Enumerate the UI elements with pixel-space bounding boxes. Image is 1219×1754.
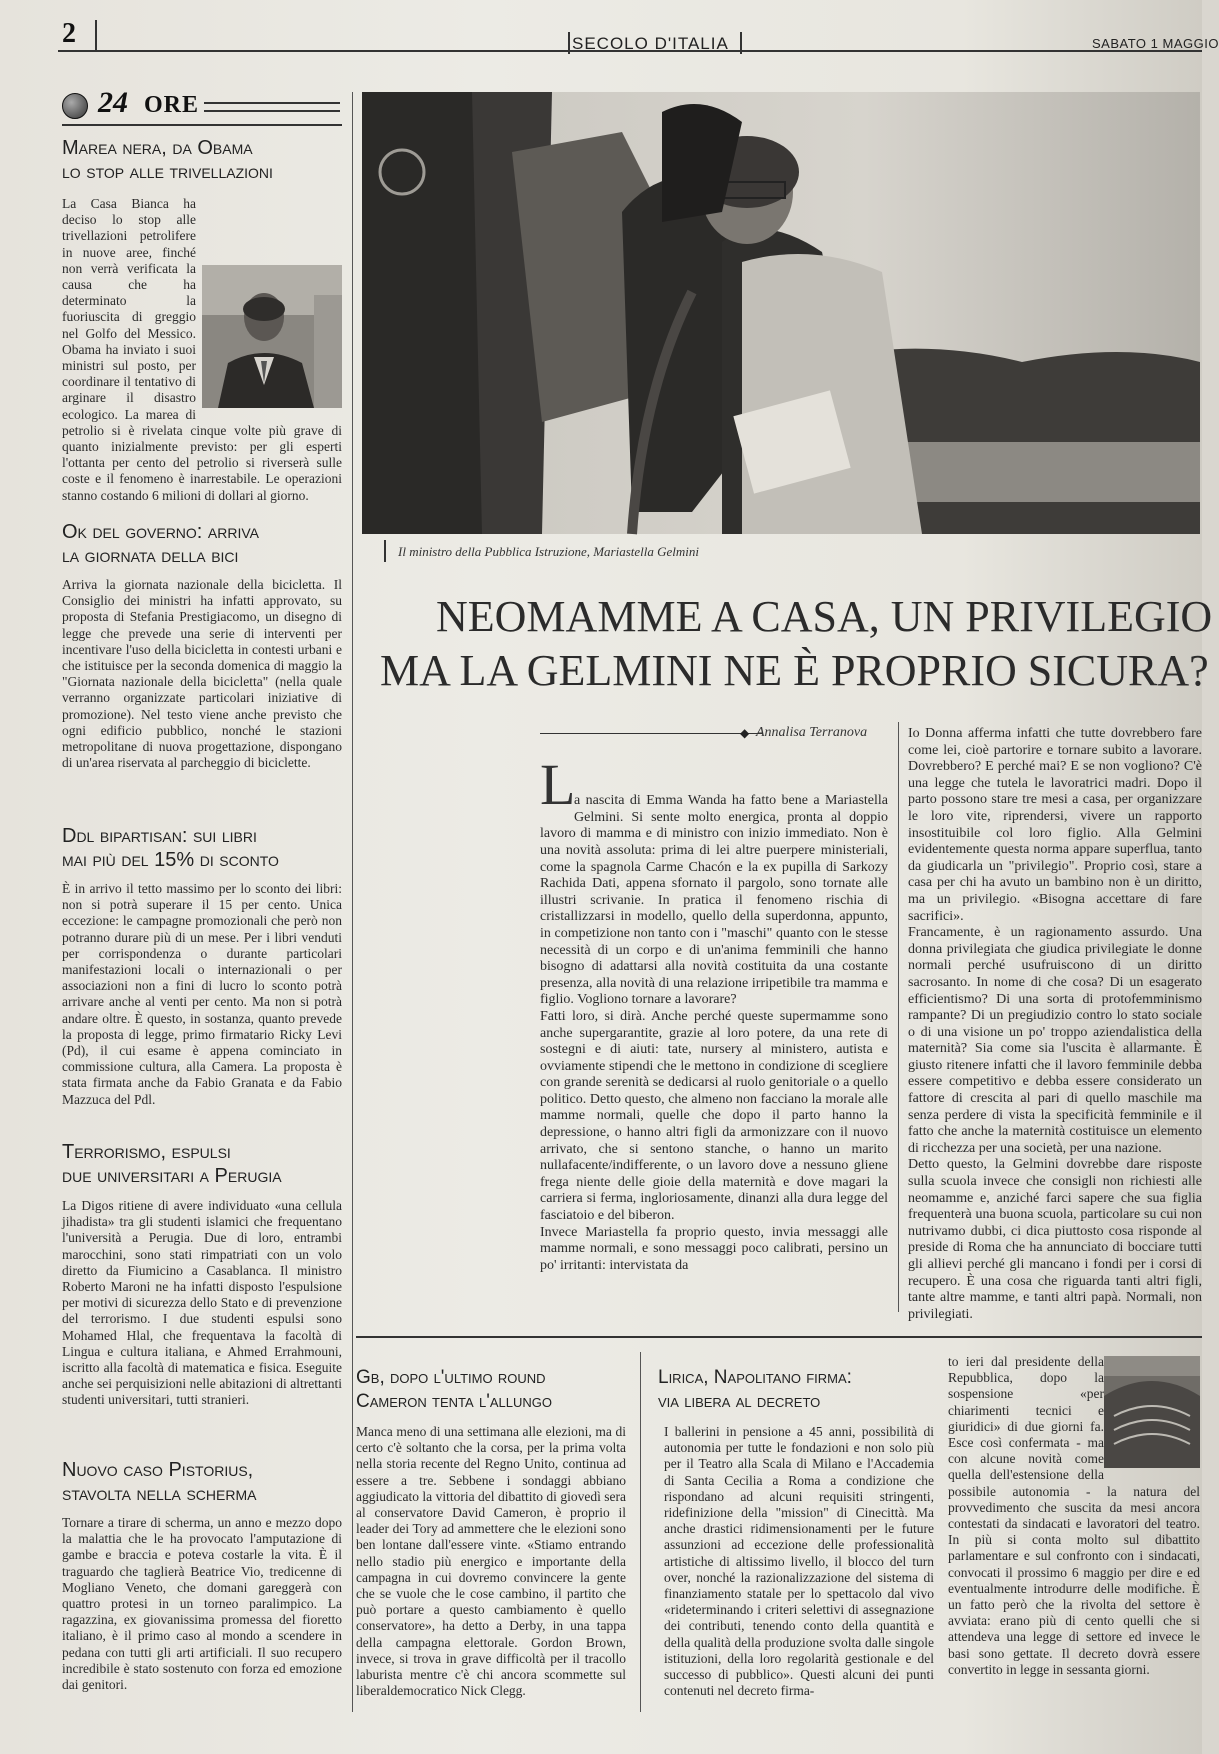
- article-text: to ieri dal presidente della Repubblica, dopo la sospensione «per chiarimenti tecnici e giuridici» di due giorni fa. Esce così confermata - ma con alcune novità come quella dell'estensione della possibile autonomia - la natura del provvedimento che suscita da mesi ancora contestati da sindacati e lavoratori del teatro. In più si conta molto sul dibattito parlamentare e sul confronto con i sindacati, convocati il prossimo 6 maggio per dire e ed eventualmente introdurre delle modifiche. È un fatto però che la rivolta del settore è avviata: erano più di cento quelli che si attendeva una legge di settore ed invece le basi sono gettate. Il decreto dovrà essere convertito in legge in sessanta giorni.: [948, 1354, 1200, 1677]
- article-title-line: Lirica, Napolitano firma:: [658, 1367, 852, 1388]
- article-body: La Digos ritiene di avere individuato «una cellula jihadista» tra gli studenti islamici che frequentano l'università a Perugia. Due di loro, entrambi marocchini, sono stati rimpatriati con un volo diretto da Fiumicino a Casablanca. Il ministro Roberto Maroni ne ha infatti disposto l'espulsione per motivi di sicurezza dello Stato e di prevenzione del terrorismo. I due studenti espulsi sono Mohamed Hlal, che frequentava la facoltà di Lingua e cultura italiana, e Ahmed Errahmouni, iscritto alla facoltà di matematica e fisica. Eseguite anche sei perquisizioni nelle abitazioni di altrettanti studenti universitari, tutti stranieri.: [62, 1198, 342, 1408]
- article-body: Tornare a tirare di scherma, un anno e mezzo dopo la malattia che le ha provocato l'amputazione di gambe e braccia e poteva costarle la vita. È il traguardo che taglierà Beatrice Vio, tredicenne di Mogliano Veneto, che domani gareggerà con quattro protesi in un torneo paralimpico. La ragazzina, ex giovanissima promessa del fioretto italiano, è il primo caso al mondo a scendere in pedana con tutti gli arti artificiali. Il suo recupero incredibile è stato sostenuto con forza ed emozione dai genitori.: [62, 1515, 342, 1693]
- byline-rule: [540, 733, 762, 734]
- headline-line-1: NEOMAMME A CASA, UN PRIVILEGIO: [436, 592, 1213, 641]
- article-title: [62, 824, 347, 872]
- article-title-line: Ok del governo: arriva: [62, 521, 260, 543]
- theater-photo: [1104, 1356, 1200, 1468]
- article-title-line: Marea nera, da Obama: [62, 137, 253, 159]
- masthead: SECOLO D'ITALIA: [572, 34, 729, 53]
- article-body: I ballerini in pensione a 45 anni, possibilità di autonomia per tutte le fondazioni e non solo più per il Teatro alla Scala di Milano e l'Accademia di Santa Cecilia a Roma a condizione che rispondano ad alcuni requisiti stringenti, ridefinizione della "mission" di Cinecittà. Ma anche drastici ridimensionamenti per le future assunzioni ad eccezione delle professionalità artistiche di altissimo livello, il blocco del turn over, nonché la razionalizzazione del sistema di finanziamento statale per lo spettacolo dal vivo «rideterminando i criteri selettivi di assegnazione dei contributi, tenendo conto della quantità e della qualità della produzione svolta dalle singole istituzioni, della loro regolarità gestionale e del successo di pubblico». Questi alcuni dei punti contenuti nel decreto firma-: [664, 1424, 934, 1699]
- article-title-line: lo stop alle trivellazioni: [62, 161, 273, 183]
- article-body: [62, 196, 342, 503]
- article-title: [658, 1366, 938, 1414]
- section-logo-number: 24: [98, 86, 128, 119]
- article-title-line: via libera al decreto: [658, 1391, 821, 1412]
- article-title: [356, 1366, 626, 1414]
- article-title: [62, 1458, 347, 1506]
- article-title-line: Gb, dopo l'ultimo round: [356, 1367, 546, 1388]
- article-body: Manca meno di una settimana alle elezioni, ma di certo c'è soltanto che la corsa, per la prima volta nella storia recente del Regno Unito, continua ad essere a tre. Sebbene i sondaggi abbiano aggiudicato la vittoria del dibattito di giovedì sera al conservatore David Cameron, è proprio il leader dei Tory ad ammettere che le elezioni sono ben lontane dall'essere vinte. «Stiamo entrando nello stadio più energico e importante della campagna in cui dovremo convincere la gente che se vuole che le cose cambino, il partito che può portare a questo cambiamento è quello conservatore», ha detto a Derby, in una tappa della campagna elettorale. Gordon Brown, invece, si trova in grave difficoltà per il tracollo laburista mentre c'è chi ancora scommette sul liberaldemocratico Nick Clegg.: [356, 1424, 626, 1699]
- article-title-line: stavolta nella scherma: [62, 1483, 257, 1505]
- logo-rule: [204, 110, 340, 112]
- globe-icon: [62, 93, 88, 119]
- column-divider: [640, 1352, 641, 1712]
- headline-line-2: MA LA GELMINI NE È PROPRIO SICURA?: [380, 646, 1209, 695]
- column-divider: [352, 92, 353, 1712]
- header-date: SABATO 1 MAGGIO: [1092, 36, 1219, 51]
- article-text: La Casa Bianca ha deciso lo stop alle trivellazioni petrolifere in nuove aree, finché non verrà verificata la causa che ha determinato la fuoriuscita di greggio nel Golfo del Messico. Obama ha inviato i suoi ministri sul posto, per coordinare il tentativo di arginare il disastro ecologico. La marea di petrolio si è rivelata cinque volte più grave di quanto inizialmente previsto: per gli esperti l'ottanta per cento del petrolio si riverserà sulle coste e il fenomeno è inarrestabile. Le operazioni stanno costando 6 milioni di dollari al giorno.: [62, 196, 342, 503]
- dropcap-spacer: [540, 777, 574, 825]
- article-body: È in arrivo il tetto massimo per lo sconto dei libri: non si potrà superare il 15 per cento. Unica eccezione: le campagne promozionali che però non potranno durare più di un mese. Per i libri venduti per corrispondenza o durante particolari manifestazioni locali o internazionali o per associazioni non a fini di lucro lo sconto potrà arrivare anche al venti per cento. Ma non si potrà andare oltre. È questo, in sostanza, quanto prevede la proposta di legge, primo firmatario Ricky Levi (Pd), il cui esame è appena cominciato in commissione cultura, alla Camera. La proposta è stata firmata anche da Fabio Granata e da Fabio Mazzuca del Pdl.: [62, 881, 342, 1107]
- photo-wrap: [196, 196, 342, 410]
- logo-rule: [204, 102, 340, 104]
- article-title-line: due universitari a Perugia: [62, 1165, 282, 1187]
- diamond-icon: ◆: [740, 726, 750, 740]
- section-logo-word: ORE: [144, 92, 200, 118]
- caption-bar: [384, 540, 386, 562]
- article-title-line: Terrorismo, espulsi: [62, 1141, 231, 1163]
- photo-caption: Il ministro della Pubblica Istruzione, Mariastella Gelmini: [398, 544, 700, 559]
- article-title-line: Nuovo caso Pistorius,: [62, 1459, 254, 1481]
- main-article-col2: Io Donna afferma infatti che tutte dovrebbero fare come lei, cioè partorire e tornare subito a lavorare. Dovrebbero? E perché mai? E se non vogliono? C'è una legge che tutela le lavoratrici madri. Dopo il parto possono stare tre mesi a casa, per organizzare le loro vite, riprendersi, vivere un rapporto insostituibile col loro figlio. Alla Gelmini evidentemente questa norma appare superflua, tanto da giudicarla un "privilegio". Proprio così, stare a casa per chi ha avuto un bambino non è un diritto, ma un privilegio. «Bisogna accettare di fare sacrifici». Francamente, è un ragionamento assurdo. Una donna privilegiata che giudica privilegiate le donne normali perché usufruiscono di un diritto sacrosanto. In nome di che cosa? Di un esagerato efficientismo? Di una sorta di protofemminismo rampante? Di un pregiudizio contro lo stato sociale o di una visione un po' troppo aziendalistica della maternità? Sia come sia l'uscita è allarmante. È giusto ritenere infatti che il lavoro femminile debba essere competitivo e debba essere considerato un fattore di crescita al pari di quello maschile ma senza perdere di vista la specificità femminile e il fatto che anche la maternità costituisce un elemento di ricchezza per una società, per una nazione. Detto questo, la Gelmini dovrebbe dare risposte sulla scuola invece che consigli non richiesti alle neomamme e, anziché farci sapere che sua figlia frequenterà una buona scuola, particolare su cui non nutrivamo dubbi, ci dica piuttosto cosa risponde al preside di Roma che ha annunciato di bocciare tutti gli allievi perché gli mancano i fondi per i corsi di recupero. È una cosa che riguarda tanti altri figli, tante altre mamme, e tanti altri papà. Normali, non privilegiati.: [908, 726, 1202, 1322]
- article-title-line: mai più del 15% di sconto: [62, 849, 279, 871]
- gelmini-photo: [362, 92, 1200, 534]
- masthead-bar-left: [568, 32, 570, 54]
- section-rule: [62, 124, 342, 126]
- article-title: [62, 1140, 347, 1188]
- main-article-col1: [540, 752, 888, 1274]
- article-body: Arriva la giornata nazionale della bicicletta. Il Consiglio dei ministri ha infatti approvato, su proposta di Stefania Prestigiacomo, un disegno di legge che prevede una serie di interventi per incentivare l'uso della bicicletta in contesti urbani e che istituisce per la seconda domenica di maggio la "Giornata nazionale della bicicletta" (nella quale verranno organizzate particolari iniziative di promozione). Nel testo viene anche previsto che ogni edificio pubblico, nonché le stazioni metropolitane di nuova progettazione, dispongano di un'area riservata al parcheggio di biciclette.: [62, 577, 342, 771]
- main-article-text: a nascita di Emma Wanda ha fatto bene a Mariastella Gelmini. Si sente molto energica, pronta al doppio lavoro di mamma e di ministro con inizio immediato. Non è una novità assoluta: prima di lei altre puerpere ministeriali, come la spagnola Carme Chacón e la ex pupilla di Sarkozy Rachida Dati, appena sfornato il pargolo, sono tornate alle illustri scrivanie. In pratica il fenomeno rischia di cristallizzarsi in modello, quello della superdonna, appunto, in competizione non tanto con i "maschi" quanto con le stesse necessità di un corpo e di un'anima femminili che hanno bisogno di adattarsi alla novità costituita da una costante presenza, alla novità di una relazione irripetibile tra mamma e figlio. Vogliono tornare a lavorare? Fatti loro, si dirà. Anche perché queste supermamme sono anche supergarantite, grazie al loro potere, da una rete di sostegni e di aiuti: tate, nursery al ministero, autista e ovviamente stipendi che le mettono in condizione di scegliere con grande serenità se dedicarsi al ruolo genitoriale o a quello politico. Detto questo, che almeno non facciano la morale alle mamme normali, quelle che dopo il parto hanno la depressione, o hanno altri figli da armonizzare con il nuovo arrivato, che si sentono stanche, o hanno un marito nullafacente/indifferente, o un lavoro dove a nessuno gliene frega niente delle gioie della maternità e dove magari la carriera si ferma, ingloriosamente, dinanzi alla dura legge del fasciatoio e del biberon. Invece Mariastella fa proprio questo, invia messaggi alle mamme normali, e sono messaggi poco calibrati, persino un po' irritanti: intervistata da: [540, 793, 888, 1273]
- header-separator: [95, 20, 97, 52]
- article-title: [62, 136, 347, 184]
- bottom-rule: [356, 1336, 1202, 1338]
- byline: Annalisa Terranova: [756, 725, 868, 740]
- drop-cap: L: [540, 752, 576, 817]
- article-title-line: Ddl bipartisan: sui libri: [62, 825, 257, 847]
- column-divider: [898, 722, 899, 1312]
- article-title: [62, 520, 347, 568]
- article-title-line: la giornata della bici: [62, 545, 239, 567]
- page-number: 2: [62, 18, 76, 49]
- article-title-line: Cameron tenta l'allungo: [356, 1391, 552, 1412]
- masthead-bar-right: [740, 32, 742, 54]
- section-logo: [62, 86, 342, 122]
